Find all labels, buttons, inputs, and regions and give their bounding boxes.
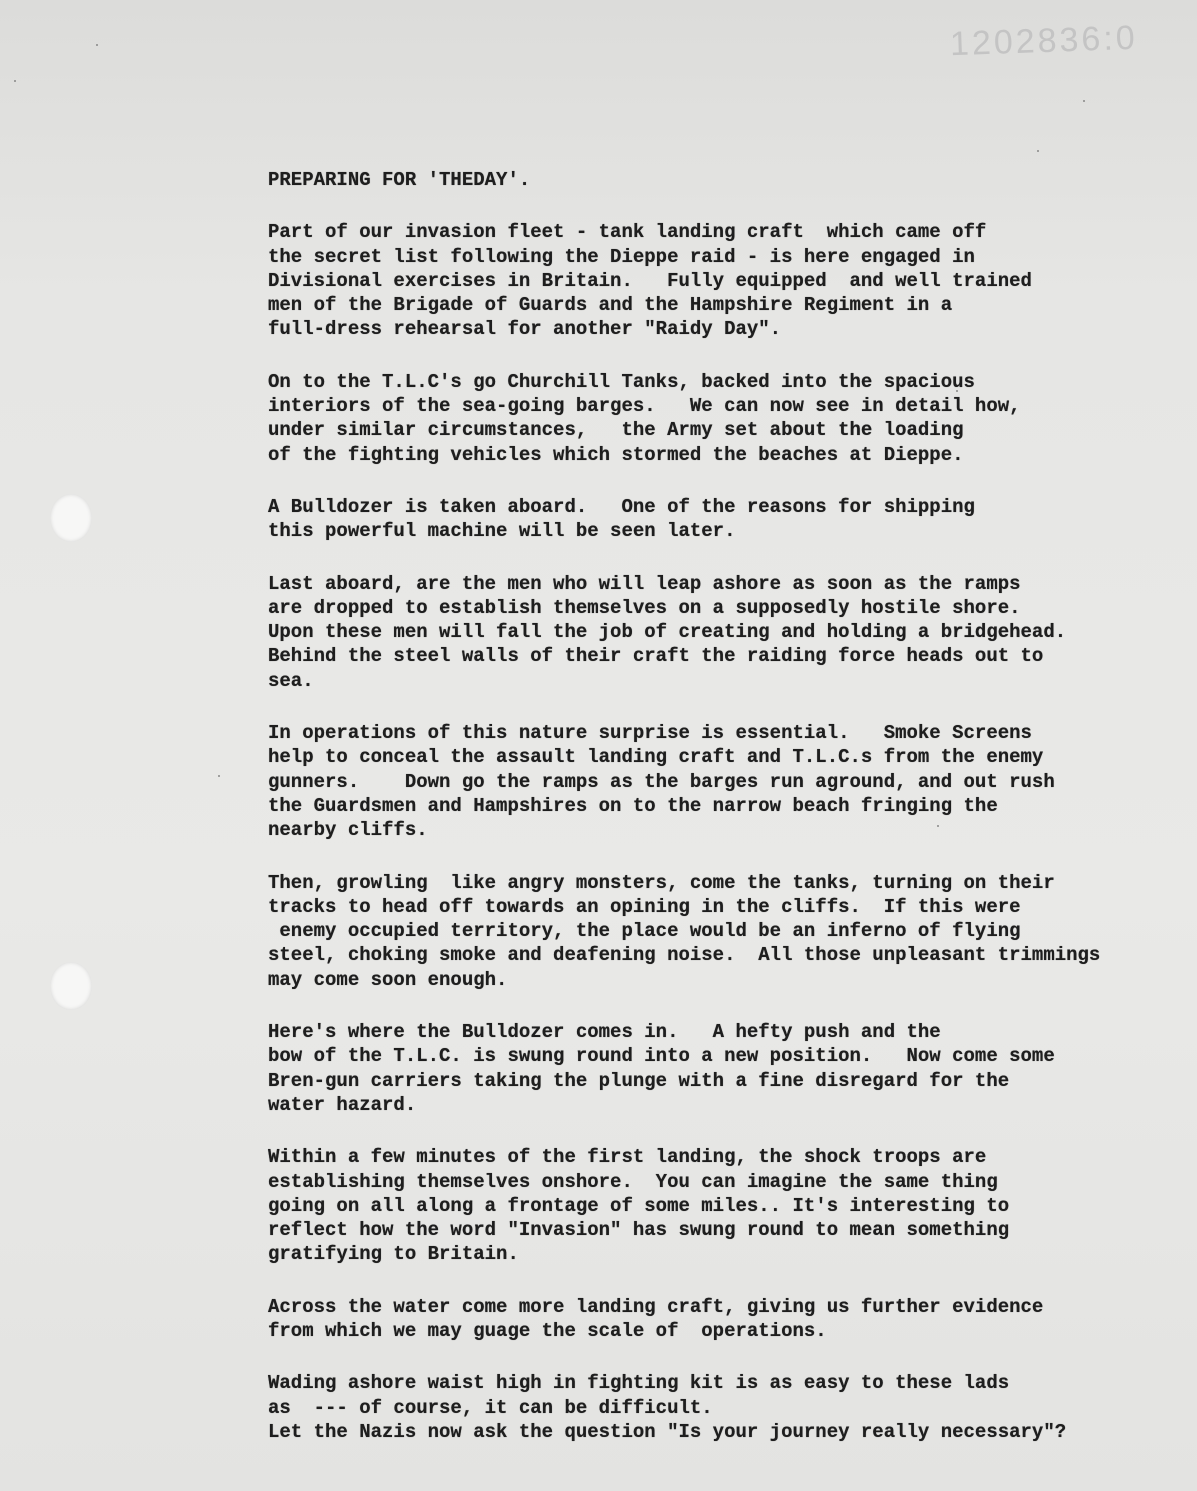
text-line: Across the water come more landing craft, giving us further evidence (268, 1295, 1044, 1318)
paragraph-invasion-fleet (268, 220, 1168, 341)
text-line: help to conceal the assault landing craft and T.L.C.s from the enemy (268, 746, 1044, 769)
paragraph-bulldozer-push (268, 1020, 1168, 1117)
text-line: may come soon enough. (268, 968, 508, 991)
text-line: men of the Brigade of Guards and the Hampshire Regiment in a (268, 294, 953, 317)
paragraph-shock-troops (268, 1145, 1168, 1266)
text-line: A Bulldozer is taken aboard. One of the reasons for shipping (268, 495, 975, 518)
text-line: Wading ashore waist high in fighting kit is as easy to these lads (268, 1372, 1010, 1395)
text-line: full-dress rehearsal for another "Raidy Day". (268, 318, 782, 341)
paper-speck (1037, 150, 1039, 152)
text-line: tracks to head off towards an opining in the cliffs. If this were (268, 895, 1021, 918)
paragraph-last-aboard (268, 572, 1168, 693)
memo-heading: PREPARING FOR 'THEDAY'. (268, 169, 531, 191)
paper-speck (218, 775, 220, 777)
text-line: bow of the T.L.C. is swung round into a new position. Now come some (268, 1045, 1055, 1068)
paper-speck (1083, 100, 1085, 102)
paragraph-tanks (268, 871, 1168, 992)
text-line: In operations of this nature surprise is essential. Smoke Screens (268, 722, 1032, 745)
text-line: enemy occupied territory, the place would be an inferno of flying (268, 920, 1021, 943)
paragraph-more-craft (268, 1295, 1168, 1344)
paragraph-surprise (268, 721, 1168, 842)
text-line: Upon these men will fall the job of creating and holding a bridgehead. (268, 621, 1067, 644)
text-line: interiors of the sea-going barges. We can now see in detail how, (268, 395, 1021, 418)
paper-speck (14, 80, 16, 82)
text-line: Here's where the Bulldozer comes in. A hefty push and the (268, 1021, 941, 1044)
text-line: Last aboard, are the men who will leap ashore as soon as the ramps (268, 572, 1021, 595)
reference-number: 1202836:0 (949, 18, 1139, 64)
text-line: from which we may guage the scale of operations. (268, 1319, 827, 1342)
text-line: as --- of course, it can be difficult. (268, 1396, 713, 1419)
punch-hole-bottom (50, 962, 92, 1010)
text-line: nearby cliffs. (268, 819, 428, 842)
text-line: the Guardsmen and Hampshires on to the narrow beach fringing the (268, 794, 998, 817)
text-line: sea. (268, 669, 314, 692)
text-line: this powerful machine will be seen later. (268, 520, 736, 543)
text-line: Part of our invasion fleet - tank landing craft which came off (268, 221, 987, 244)
text-line: gratifying to Britain. (268, 1243, 519, 1266)
text-line: Then, growling like angry monsters, come the tanks, turning on their (268, 871, 1055, 894)
text-line: steel, choking smoke and deafening noise. All those unpleasant trimmings (268, 944, 1101, 967)
text-line: of the fighting vehicles which stormed the beaches at Dieppe. (268, 443, 964, 466)
paragraph-churchill-tanks (268, 370, 1168, 467)
text-line: Bren-gun carriers taking the plunge with a fine disregard for the (268, 1069, 1010, 1092)
text-line: Let the Nazis now ask the question "Is your journey really necessary"? (268, 1420, 1067, 1443)
memo-body (268, 168, 1168, 1444)
text-line: are dropped to establish themselves on a supposedly hostile shore. (268, 596, 1021, 619)
paper-speck (96, 44, 98, 46)
text-line: Divisional exercises in Britain. Fully equipped and well trained (268, 269, 1032, 292)
paragraph-bulldozer-aboard (268, 495, 1168, 544)
text-line: the secret list following the Dieppe raid - is here engaged in (268, 245, 975, 268)
text-line: water hazard. (268, 1093, 417, 1116)
text-line: Within a few minutes of the first landing, the shock troops are (268, 1146, 987, 1169)
paragraph-wading-ashore (268, 1371, 1168, 1444)
punch-hole-top (50, 494, 92, 542)
text-line: reflect how the word "Invasion" has swung round to mean something (268, 1219, 1010, 1242)
text-line: Behind the steel walls of their craft the raiding force heads out to (268, 645, 1044, 668)
text-line: going on all along a frontage of some miles.. It's interesting to (268, 1194, 1010, 1217)
text-line: gunners. Down go the ramps as the barges run aground, and out rush (268, 770, 1055, 793)
text-line: establishing themselves onshore. You can imagine the same thing (268, 1170, 998, 1193)
text-line: under similar circumstances, the Army set about the loading (268, 419, 964, 442)
text-line: On to the T.L.C's go Churchill Tanks, backed into the spacious (268, 370, 975, 393)
